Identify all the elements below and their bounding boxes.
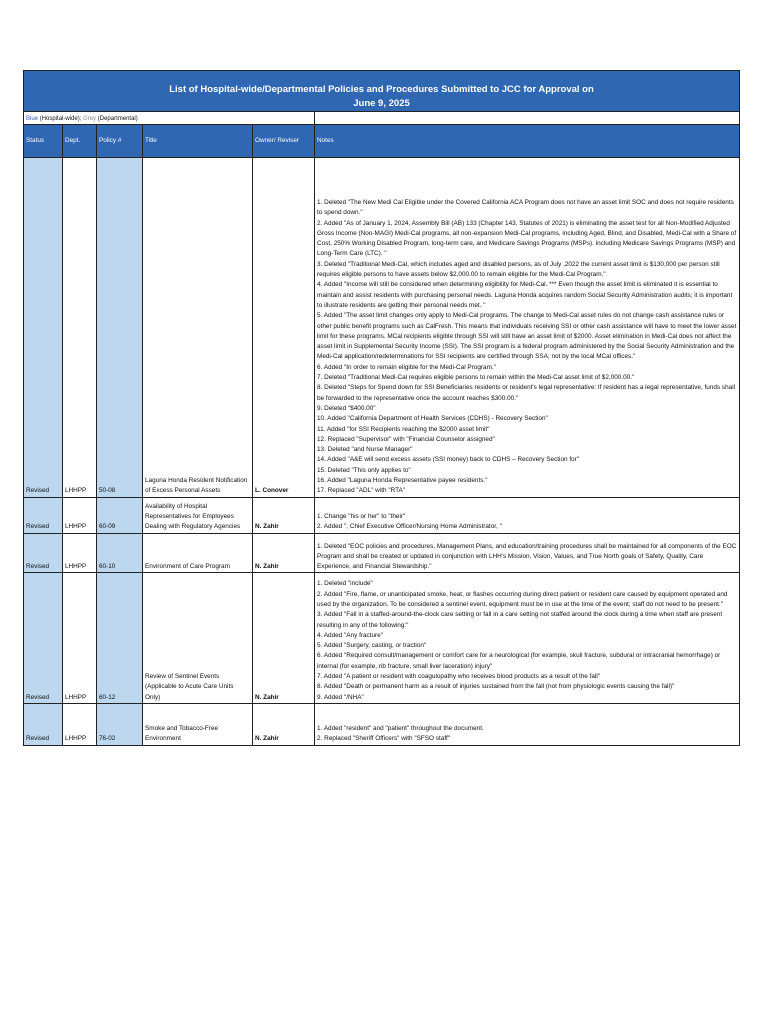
col-policy-header: Policy # — [97, 125, 143, 158]
policy-cell: 60-12 — [97, 573, 143, 704]
title-cell: Availability of Hospital Representatives for Employees Dealing with Regulatory Agencies — [143, 497, 253, 533]
title-cell: Review of Sentinel Events (Applicable to Acute Care Units Only) — [143, 573, 253, 704]
legend-grey-label: Grey — [83, 115, 97, 122]
dept-cell: LHHPP — [63, 158, 97, 498]
legend-blue-label: Blue — [26, 115, 39, 122]
col-notes-header: Notes — [315, 125, 740, 158]
policy-table — [23, 70, 740, 746]
owner-cell: N. Zahir — [253, 533, 315, 573]
table-row — [24, 158, 740, 498]
dept-cell: LHHPP — [63, 497, 97, 533]
table-row — [24, 497, 740, 533]
legend-grey-desc: (Departmental) — [97, 115, 138, 122]
title-cell: Environment of Care Program — [143, 533, 253, 573]
owner-cell: N. Zahir — [253, 573, 315, 704]
table-row — [24, 703, 740, 745]
owner-cell: N. Zahir — [253, 703, 315, 745]
notes-cell: 1. Deleted "The New Medi Cal Eligible under the Covered California ACA Program does not have an asset limit SOC and does not require residents to spend down." 2. Added "As of January 1, 2024, Assembly Bill (AB) 133 (Chapter 143, Statutes of 2021) is eliminating the asset test for all Non-Modified Adjusted Gross Income (Non-MAGI) Medi-Cal programs, all non-expansion Medi-Cal programs, including Aged, Blind, and Disabled, Medi-Cal with a Share of Cost, 250% Working Disabled Program, long-term care, and Medicare Savings Programs (MSPs). including Medicare Savings Programs (MSP) and Long-Term Care (LTC). " 3. Deleted "Traditional Medi-Cal, which includes aged and disabled persons, as of July ,2022 the current asset limit is $130,000 per person still requires eligible persons to have assets below $2,000.00 to remain eligible for the Medi-Cal Program." 4. Added "Income will still be considered when determining eligibility for Medi-Cal. *** Even though the asset limit is eliminated it is essential to maintain and assist residents with purchasing personal needs. Laguna Honda acquires random Social Security Administration audits; it is important to illustrate residents are getting their personal needs met. " 5. Added "The asset limit changes only apply to Medi-Cal programs. The change to Medi-Cal asset rules do not change cash assistance rules or other public benefit programs such as CalFresh. This means that individuals receiving SSI or other cash assistance will have to meet the lower asset limit for these programs. MCal recipients eligible through SSI will still have an asset limit of $2000. Asset elimination in Medi-Cal does not affect the asset limit in Supplemental Security Income (SSI). The SSI program is a federal program administered by the Social Security Administration and the Medi-Cal application/redeterminations for SSI recipients are certified through SSA; not by the local MCal offices." 6. Added "In order to remain eligible for the Medi-Cal Program." 7. Deleted "Traditional Medi-Cal requires eligible persons to remain within the Medi-Cal asset limit of $2,000.00." 8. Deleted "Steps for Spend down for SSI Beneficiaries residents or resident's legal representative: If resident has a legal representative, funds shall be forwarded to the representative once the account reaches $300.00." 9. Deleted "$400.00" 10. Added "California Department of Health Services (CDHS) - Recovery Section" 11. Added "for SSI Recipients reaching the $2000 asset limit" 12. Replaced "Supervisor" with "Financial Counselor assigned" 13. Deleted "and Nurse Manager" 14. Added "A&E will send excess assets (SSI money) back to CDHS – Recovery Section for" 15. Deleted "This only applies to" 16. Added "Laguna Honda Representative payee residents." 17. Replaced "ADL" with "RTA" — [315, 158, 740, 498]
col-dept-header: Dept. — [63, 125, 97, 158]
notes-cell: 1. Deleted "EOC policies and procedures, Management Plans, and education/training procedures shall be maintained for all components of the EOC Program and shall be created or updated in conjunction with LHH's Mission, Vision, Values, and True North goals of Safety, Quality, Care Experience, and Financial Stewardship." — [315, 533, 740, 573]
dept-cell: LHHPP — [63, 533, 97, 573]
notes-cell: 1. Added "resident" and "patient" throughout the document. 2. Replaced "Sheriff Officers" with "SFSO staff" — [315, 703, 740, 745]
status-cell: Revised — [24, 158, 63, 498]
title-line-1: List of Hospital-wide/Departmental Policies and Procedures Submitted to JCC for Approval on — [169, 84, 594, 95]
title-cell: Smoke and Tobacco-Free Environment — [143, 703, 253, 745]
status-cell: Revised — [24, 703, 63, 745]
table-row — [24, 573, 740, 704]
dept-cell: LHHPP — [63, 573, 97, 704]
owner-cell: N. Zahir — [253, 497, 315, 533]
col-title-header: Title — [143, 125, 253, 158]
dept-cell: LHHPP — [63, 703, 97, 745]
policy-cell: 76-02 — [97, 703, 143, 745]
document-title — [24, 71, 740, 112]
notes-cell: 1. Change "his or her" to "their" 2. Added ", Chief Executive Officer/Nursing Home Administrator, " — [315, 497, 740, 533]
col-owner-header: Owner/ Reviser — [253, 125, 315, 158]
policy-cell: 60-10 — [97, 533, 143, 573]
status-cell: Revised — [24, 573, 63, 704]
owner-cell: L. Conover — [253, 158, 315, 498]
legend-empty-cell — [315, 112, 740, 125]
col-status-header: Status — [24, 125, 63, 158]
policy-cell: 60-09 — [97, 497, 143, 533]
notes-cell: 1. Deleted "include" 2. Added "Fire, flame, or unanticipated smoke, heat, or flashes occurring during direct patient or resident care caused by equipment operated and used by the organization. To be considered a sentinel event, equipment must be in use at the time of the event; staff do not need to be present." 3. Added "Fall in a staffed-around-the-clock care setting or fall in a care setting not staffed around the clock during a time when staff are present resulting in any of the following:" 4. Added "Any fracture" 5. Added "Surgery, casting, or traction" 6. Added "Required consult/management or comfort care for a neurological (for example, skull fracture, subdural or intracranial hemorrhage) or internal (for example, rib fracture, small liver laceration) injury" 7. Added "A patient or resident with coagulopathy who receives blood products as a result of the fall" 8. Added "Death or permanent harm as a result of injuries sustained from the fall (not from physiologic events causing the fall)" 9. Added "/NHA" — [315, 573, 740, 704]
status-cell: Revised — [24, 497, 63, 533]
title-line-2: June 9, 2025 — [353, 98, 410, 109]
color-legend — [24, 112, 315, 125]
policy-cell: 50-08 — [97, 158, 143, 498]
column-header-row — [24, 125, 740, 158]
status-cell: Revised — [24, 533, 63, 573]
legend-blue-desc: (Hospital-wide); — [39, 115, 82, 122]
title-cell: Laguna Honda Resident Notification of Excess Personal Assets — [143, 158, 253, 498]
table-row — [24, 533, 740, 573]
